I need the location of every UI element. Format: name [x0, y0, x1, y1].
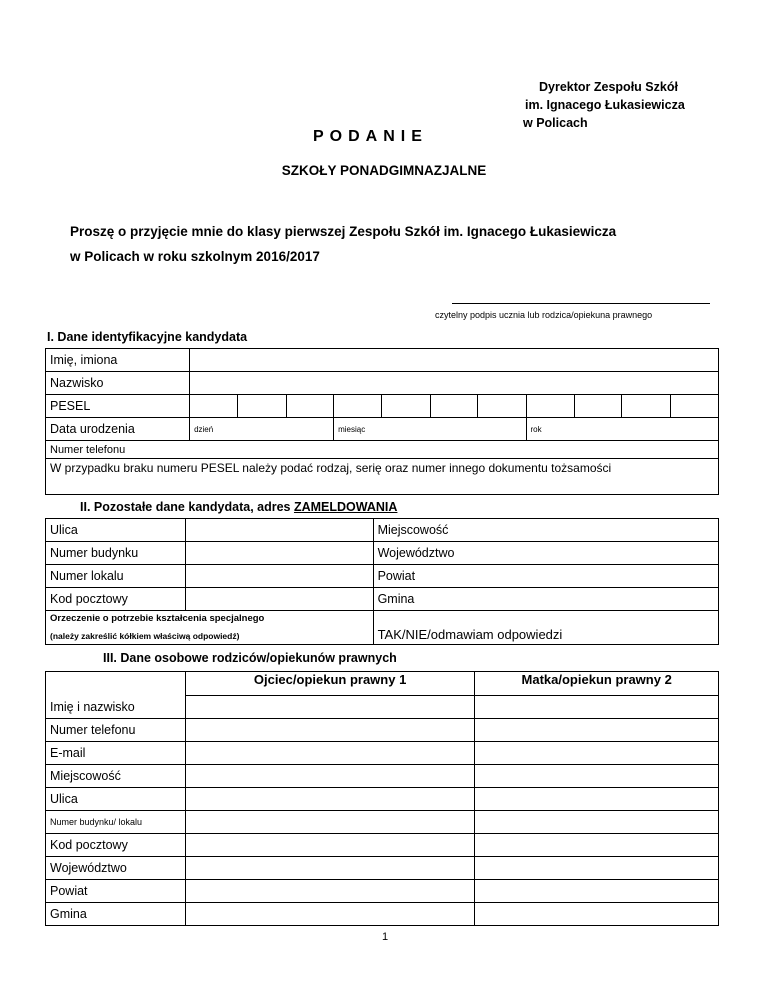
- parent-2-postal[interactable]: [475, 834, 719, 857]
- pesel-digit-box[interactable]: [622, 395, 670, 418]
- parent-2-full-name[interactable]: [475, 696, 719, 719]
- parent-2-header: Matka/opiekun prawny 2: [475, 672, 719, 696]
- label-parent-commune: Gmina: [46, 903, 186, 926]
- pesel-row: [46, 395, 719, 418]
- section-1-title: I. Dane identyfikacyjne kandydata: [47, 330, 248, 344]
- pesel-digit-box[interactable]: [286, 395, 333, 418]
- section-2-title: [80, 500, 397, 514]
- parent-1-building[interactable]: [185, 811, 474, 834]
- input-apartment-number[interactable]: [185, 565, 373, 588]
- label-first-name: Imię, imiona: [46, 349, 190, 372]
- special-education-hint: (należy zakreślić kółkiem właściwą odpowiedź): [50, 631, 240, 641]
- parent-2-province[interactable]: [475, 857, 719, 880]
- request-line-2: w Policach w roku szkolnym 2016/2017: [70, 249, 320, 264]
- addressee-line-1: Dyrektor Zespołu Szkół: [539, 80, 678, 94]
- parents-header-empty: [46, 672, 186, 696]
- pesel-digit-box[interactable]: [574, 395, 621, 418]
- signature-label: czytelny podpis ucznia lub rodzica/opiekuna prawnego: [435, 310, 653, 320]
- label-parent-province: Województwo: [46, 857, 186, 880]
- parents-table: [45, 671, 719, 926]
- label-street: Ulica: [46, 519, 186, 542]
- pesel-digit-box[interactable]: [190, 395, 238, 418]
- pesel-digit-box[interactable]: [478, 395, 526, 418]
- parent-1-header: Ojciec/opiekun prawny 1: [185, 672, 474, 696]
- page-number: 1: [382, 931, 389, 943]
- parent-1-commune[interactable]: [185, 903, 474, 926]
- document-subtitle: SZKOŁY PONADGIMNAZJALNE: [281, 163, 487, 178]
- candidate-id-table: [45, 348, 719, 495]
- parent-1-phone[interactable]: [185, 719, 474, 742]
- label-parent-postal: Kod pocztowy: [46, 834, 186, 857]
- commune-field[interactable]: Gmina: [373, 588, 718, 611]
- phone-field[interactable]: Numer telefonu: [46, 441, 719, 459]
- birth-day-field[interactable]: dzień: [190, 418, 334, 441]
- parent-2-county[interactable]: [475, 880, 719, 903]
- candidate-address-table: [45, 518, 719, 645]
- special-education-label: [46, 611, 374, 645]
- label-parent-street: Ulica: [46, 788, 186, 811]
- label-apartment-number: Numer lokalu: [46, 565, 186, 588]
- parent-2-email[interactable]: [475, 742, 719, 765]
- province-field[interactable]: Województwo: [373, 542, 718, 565]
- parent-1-county[interactable]: [185, 880, 474, 903]
- county-field[interactable]: Powiat: [373, 565, 718, 588]
- input-first-name[interactable]: [190, 349, 719, 372]
- section-2-title-text: II. Pozostałe dane kandydata, adres: [80, 500, 294, 514]
- label-pesel: PESEL: [46, 395, 190, 418]
- birth-month-field[interactable]: miesiąc: [334, 418, 526, 441]
- label-postal-code: Kod pocztowy: [46, 588, 186, 611]
- pesel-digit-box[interactable]: [670, 395, 718, 418]
- input-street[interactable]: [185, 519, 373, 542]
- parent-2-building[interactable]: [475, 811, 719, 834]
- parent-1-province[interactable]: [185, 857, 474, 880]
- parent-1-city[interactable]: [185, 765, 474, 788]
- request-line-1: Proszę o przyjęcie mnie do klasy pierwszej Zespołu Szkół im. Ignacego Łukasiewicza: [70, 224, 617, 239]
- parent-2-city[interactable]: [475, 765, 719, 788]
- city-field[interactable]: Miejscowość: [373, 519, 718, 542]
- label-birth-date: Data urodzenia: [46, 418, 190, 441]
- special-education-answer[interactable]: TAK/NIE/odmawiam odpowiedzi: [373, 611, 718, 645]
- input-surname[interactable]: [190, 372, 719, 395]
- label-parent-phone: Numer telefonu: [46, 719, 186, 742]
- pesel-digit-box[interactable]: [430, 395, 477, 418]
- addressee-line-2: im. Ignacego Łukasiewicza: [525, 98, 685, 112]
- section-2-title-underlined: ZAMELDOWANIA: [293, 500, 398, 514]
- special-education-title: Orzeczenie o potrzebie kształcenia specjalnego: [50, 613, 265, 624]
- input-postal-code[interactable]: [185, 588, 373, 611]
- parent-1-street[interactable]: [185, 788, 474, 811]
- parent-2-street[interactable]: [475, 788, 719, 811]
- parent-1-postal[interactable]: [185, 834, 474, 857]
- document-title: PODANIE: [313, 128, 428, 145]
- pesel-digit-box[interactable]: [526, 395, 574, 418]
- addressee-line-3: w Policach: [523, 116, 588, 130]
- label-parent-building: Numer budynku/ lokalu: [46, 811, 186, 834]
- pesel-digit-box[interactable]: [382, 395, 430, 418]
- section-3-title: III. Dane osobowe rodziców/opiekunów prawnych: [103, 651, 397, 665]
- pesel-digit-box[interactable]: [238, 395, 286, 418]
- pesel-digit-box[interactable]: [334, 395, 382, 418]
- input-building-number[interactable]: [185, 542, 373, 565]
- parent-1-email[interactable]: [185, 742, 474, 765]
- addressee-block: [523, 78, 685, 132]
- parent-1-full-name[interactable]: [185, 696, 474, 719]
- label-parent-email: E-mail: [46, 742, 186, 765]
- parent-2-phone[interactable]: [475, 719, 719, 742]
- label-surname: Nazwisko: [46, 372, 190, 395]
- id-document-field[interactable]: W przypadku braku numeru PESEL należy podać rodzaj, serię oraz numer innego dokumentu tożsamości: [46, 459, 719, 495]
- request-text: [70, 219, 616, 269]
- signature-line[interactable]: [452, 303, 710, 304]
- parent-2-commune[interactable]: [475, 903, 719, 926]
- label-parent-county: Powiat: [46, 880, 186, 903]
- birth-year-field[interactable]: rok: [526, 418, 718, 441]
- label-parent-city: Miejscowość: [46, 765, 186, 788]
- label-parent-full-name: Imię i nazwisko: [46, 696, 186, 719]
- label-building-number: Numer budynku: [46, 542, 186, 565]
